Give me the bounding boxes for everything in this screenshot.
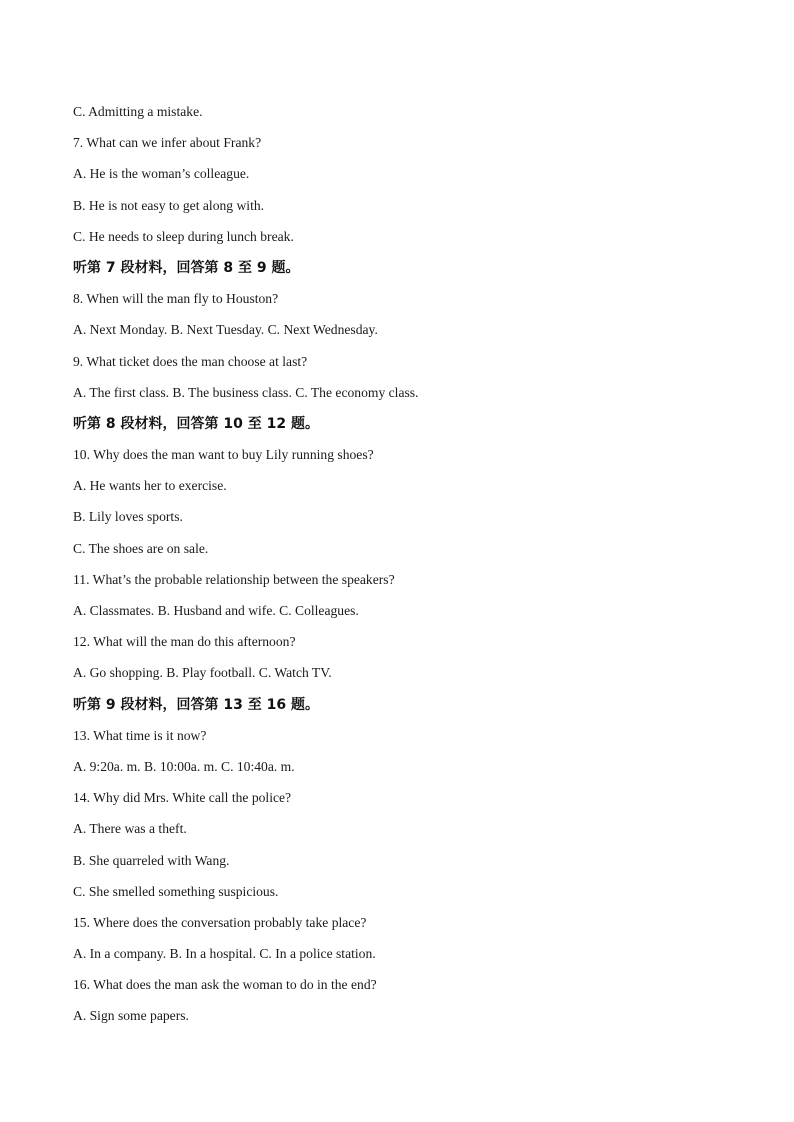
question-text: 14. Why did Mrs. White call the police? [73,790,292,806]
question-text: 12. What will the man do this afternoon? [73,634,296,650]
question-text: 15. Where does the conversation probably take place? [73,914,367,930]
answer-options: C. The shoes are on sale. [73,540,209,556]
answer-options: A. Classmates. B. Husband and wife. C. Colleagues. [73,603,359,618]
answer-options: B. She quarreled with Wang. [73,852,230,868]
question-text: 10. Why does the man want to buy Lily running shoes? [73,447,374,463]
answer-options: A. He wants her to exercise. [73,478,227,494]
answer-options: A. There was a theft. [73,821,187,837]
section-heading: 听第 9 段材料，回答第 13 至 16 题。 [73,696,319,713]
section-heading: 听第 8 段材料，回答第 10 至 12 题。 [73,415,319,432]
document-body [73,101,763,1037]
answer-options: C. He needs to sleep during lunch break. [73,228,294,244]
question-text: 16. What does the man ask the woman to do in the end? [73,977,377,993]
answer-options: C. Admitting a mistake. [73,104,203,119]
answer-options: A. 9:20a. m. B. 10:00a. m. C. 10:40a. m. [73,758,295,774]
question-text: 9. What ticket does the man choose at last? [73,353,308,369]
answer-options: A. Next Monday. B. Next Tuesday. C. Next Wednesday. [73,322,378,338]
section-heading: 听第 7 段材料，回答第 8 至 9 题。 [73,259,300,276]
answer-options: A. Go shopping. B. Play football. C. Watch TV. [73,665,332,681]
answer-options: A. The first class. B. The business class. C. The economy class. [73,384,419,400]
answer-options: B. Lily loves sports. [73,509,183,525]
answer-options: C. She smelled something suspicious. [73,883,279,899]
question-text: 8. When will the man fly to Houston? [73,291,279,307]
question-text: 13. What time is it now? [73,727,207,743]
question-text: 11. What’s the probable relationship between the speakers? [73,571,395,587]
answer-options: A. Sign some papers. [73,1008,189,1024]
question-text: 7. What can we infer about Frank? [73,135,262,151]
answer-options: A. He is the woman’s colleague. [73,166,250,182]
answer-options: B. He is not easy to get along with. [73,197,265,213]
answer-options: A. In a company. B. In a hospital. C. In a police station. [73,946,376,962]
